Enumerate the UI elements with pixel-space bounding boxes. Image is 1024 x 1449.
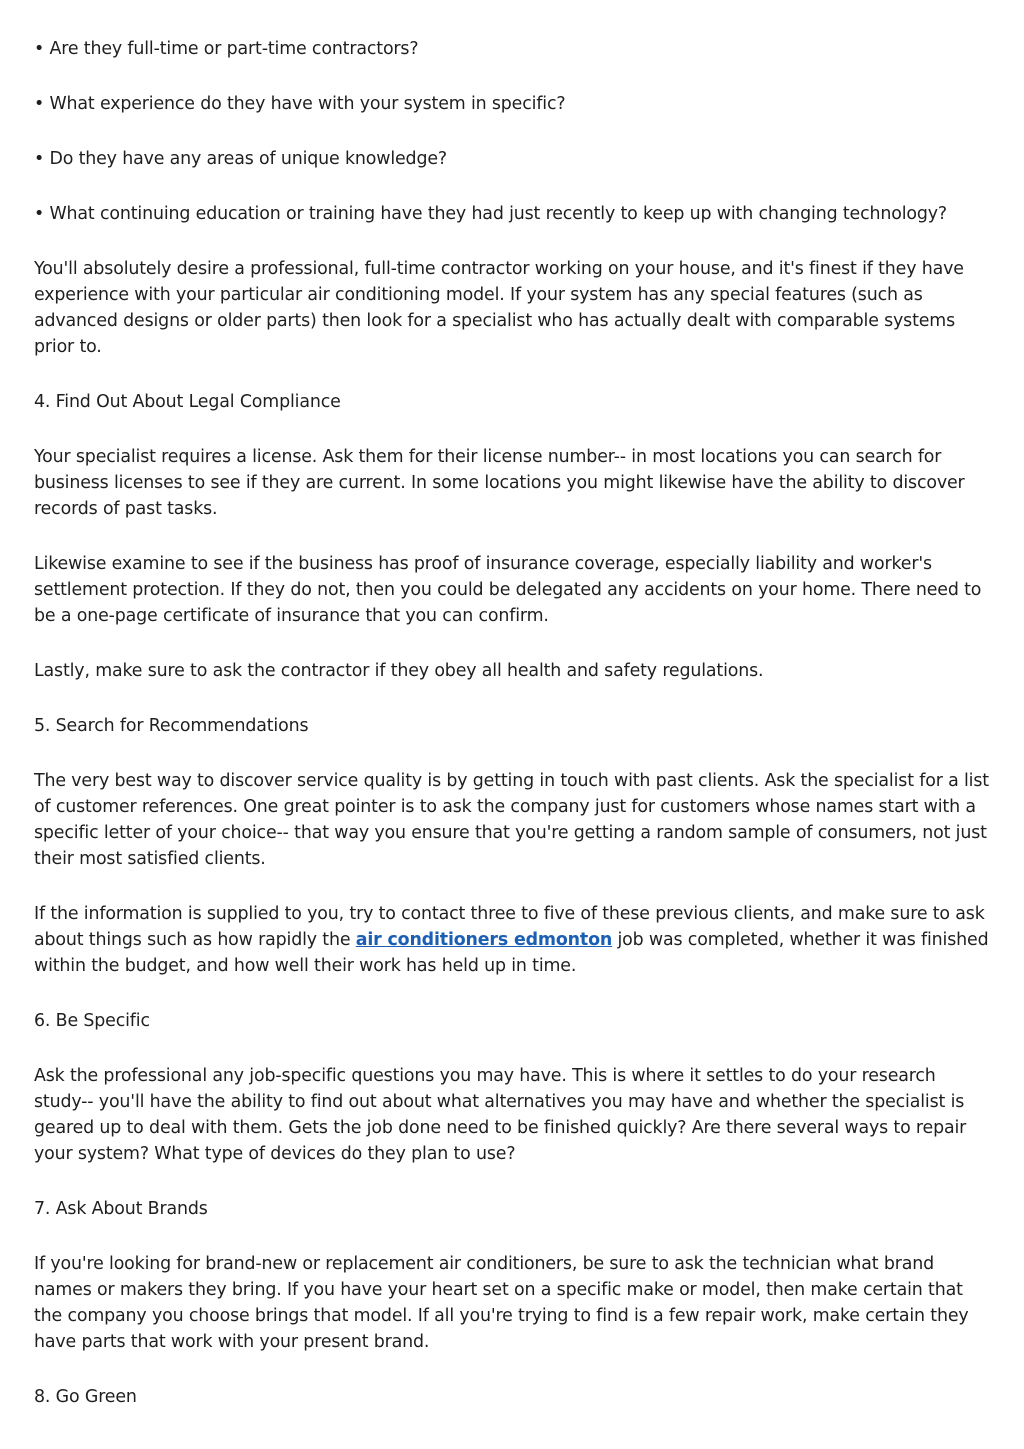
paragraph-specific: Ask the professional any job-specific questions you may have. This is where it settles to do your research study-- you'll have the ability to find out about what alternatives you may have and whether the specialist is geared up to deal with them. Gets the job done need to be finished quickly? Are there several ways to repair your system? What type of devices do they plan to use?: [34, 1066, 967, 1164]
bullet-education: • What continuing education or training have they had just recently to keep up with changing technology?: [34, 204, 947, 224]
bullet-full-time: • Are they full-time or part-time contractors?: [34, 39, 419, 59]
heading-be-specific: 6. Be Specific: [34, 1011, 150, 1031]
heading-brands: 7. Ask About Brands: [34, 1199, 208, 1219]
paragraph-specialist: You'll absolutely desire a professional, full-time contractor working on your house, and it's finest if they have experience with your particular air conditioning model. If your system has any special features (such as advanced designs or older parts) then look for a specialist who has actually dealt with comparable systems prior to.: [34, 259, 964, 357]
paragraph-license: Your specialist requires a license. Ask them for their license number-- in most locations you can search for business licenses to see if they are current. In some locations you might likewise have the ability to discover records of past tasks.: [34, 447, 965, 519]
heading-go-green: 8. Go Green: [34, 1387, 137, 1407]
heading-legal-compliance: 4. Find Out About Legal Compliance: [34, 392, 341, 412]
heading-recommendations: 5. Search for Recommendations: [34, 716, 309, 736]
contact-text-before: If the information is supplied to you, try to contact three to five of these previous clients, and make sure to ask about things such as how rapidly the: [34, 904, 985, 950]
contact-text-after: job was completed, whether it was finished within the budget, and how well their work has held up in time.: [34, 930, 989, 976]
paragraph-insurance: Likewise examine to see if the business has proof of insurance coverage, especially liability and worker's settlement protection. If they do not, then you could be delegated any accidents on your home. There need to be a one-page certificate of insurance that you can confirm.: [34, 554, 982, 626]
paragraph-references: The very best way to discover service quality is by getting in touch with past clients. Ask the specialist for a list of customer references. One great pointer is to ask the company just for customers whose names start with a specific letter of your choice-- that way you ensure that you're getting a random sample of consumers, not just their most satisfied clients.: [34, 771, 989, 869]
paragraph-safety: Lastly, make sure to ask the contractor if they obey all health and safety regulations.: [34, 661, 764, 681]
bullet-experience: • What experience do they have with your system in specific?: [34, 94, 566, 114]
air-conditioners-edmonton-link[interactable]: air conditioners edmonton: [355, 930, 613, 950]
paragraph-contact: [34, 901, 990, 979]
paragraph-brands: If you're looking for brand-new or replacement air conditioners, be sure to ask the technician what brand names or makers they bring. If you have your heart set on a specific make or model, then make certain that the company you choose brings that model. If all you're trying to find is a few repair work, make certain they have parts that work with your present brand.: [34, 1254, 969, 1352]
bullet-knowledge: • Do they have any areas of unique knowledge?: [34, 149, 447, 169]
